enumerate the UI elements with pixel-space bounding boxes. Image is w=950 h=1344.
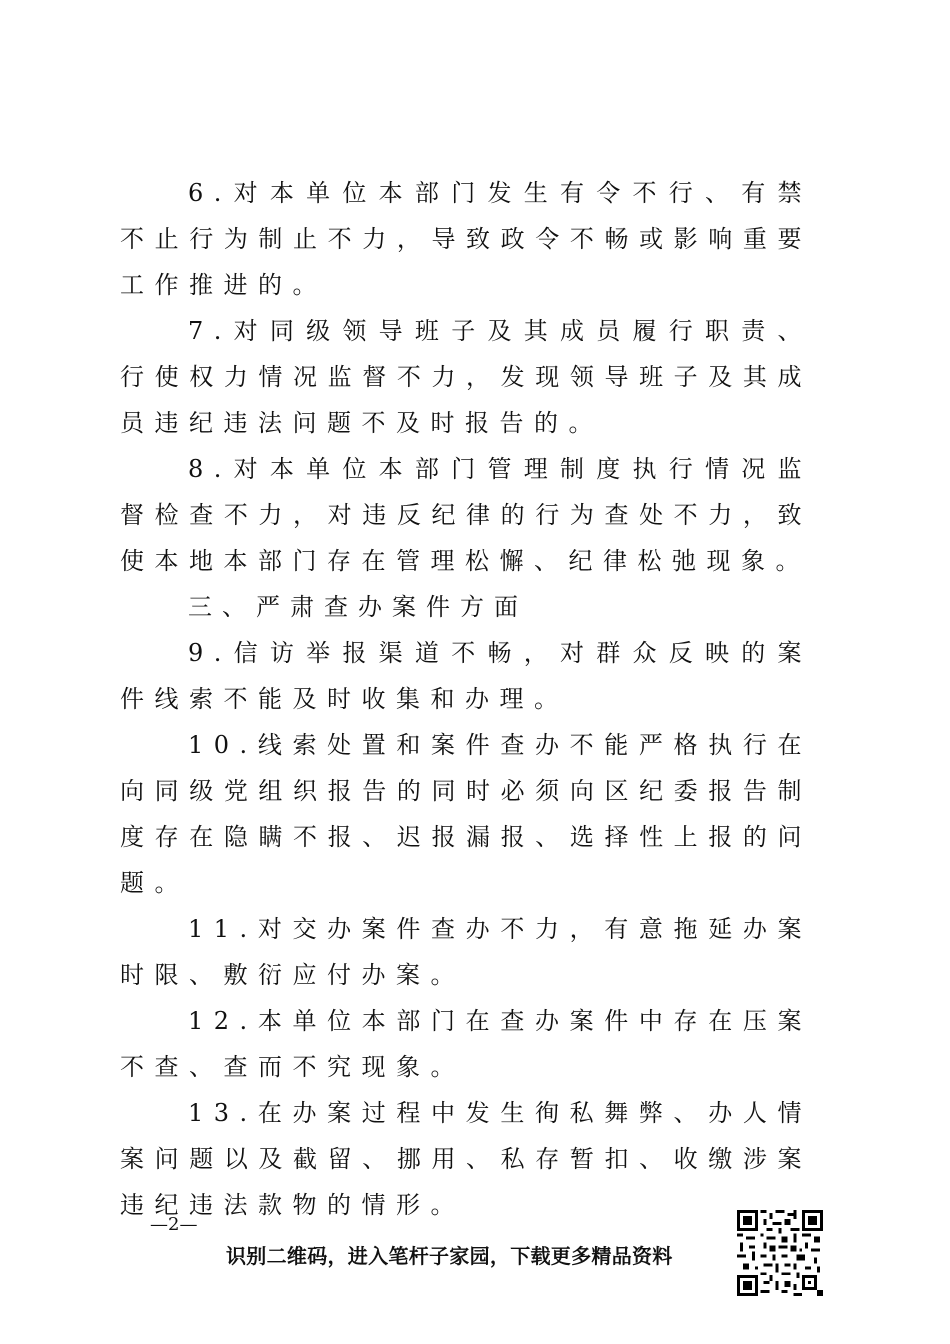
qr-code-icon[interactable] <box>737 1210 823 1296</box>
paragraph-item-11: 11.对交办案件查办不力，有意拖延办案时限、敷衍应付办案。 <box>120 915 812 989</box>
section-heading: 三、严肃查办案件方面 <box>188 593 528 621</box>
paragraph-item-9: 9.信访举报渠道不畅，对群众反映的案件线索不能及时收集和办理。 <box>120 639 812 713</box>
page-number: —2— <box>150 1214 198 1235</box>
document-body <box>120 170 812 1228</box>
paragraph-item-13: 13.在办案过程中发生徇私舞弊、办人情案问题以及截留、挪用、私存暂扣、收缴涉案违纪违法款物的情形。 <box>120 1099 812 1219</box>
paragraph-item-7: 7.对同级领导班子及其成员履行职责、行使权力情况监督不力，发现领导班子及其成员违纪违法问题不及时报告的。 <box>120 317 812 437</box>
paragraph-item-6: 6.对本单位本部门发生有令不行、有禁不止行为制止不力，导致政令不畅或影响重要工作推进的。 <box>120 179 812 299</box>
paragraph-item-10: 10.线索处置和案件查办不能严格执行在向同级党组织报告的同时必须向区纪委报告制度存在隐瞒不报、迟报漏报、选择性上报的问题。 <box>120 731 812 897</box>
paragraph-item-12: 12.本单位本部门在查办案件中存在压案不查、查而不究现象。 <box>120 1007 812 1081</box>
paragraph-item-8: 8.对本单位本部门管理制度执行情况监督检查不力，对违反纪律的行为查处不力，致使本地本部门存在管理松懈、纪律松弛现象。 <box>120 455 812 575</box>
footer-promo-text: 识别二维码，进入笔杆子家园，下载更多精品资料 <box>226 1244 673 1268</box>
